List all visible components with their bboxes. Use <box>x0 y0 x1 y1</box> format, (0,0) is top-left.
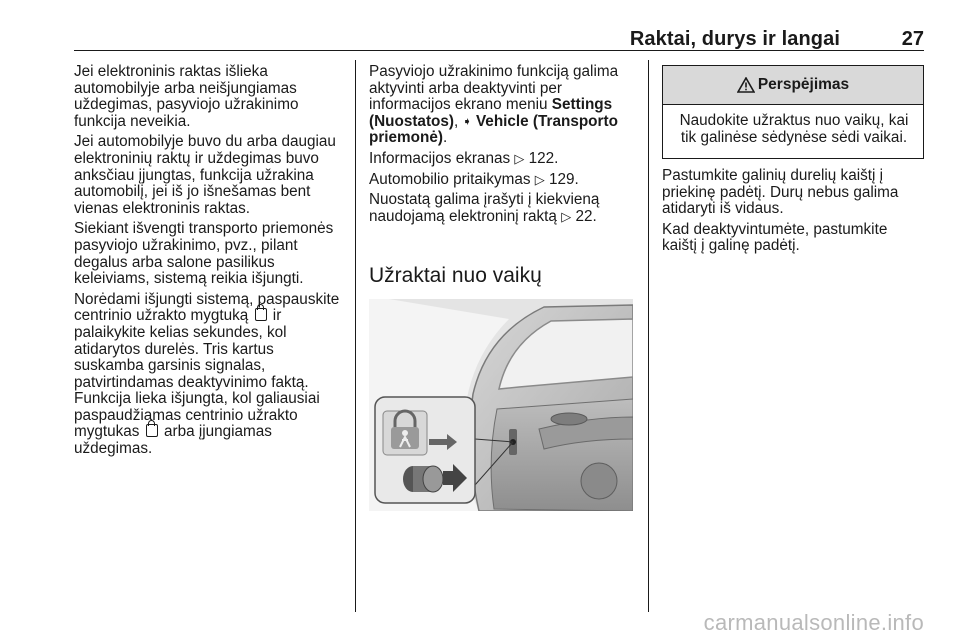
paragraph-text: arba įjungiamas uždegimas. <box>74 423 272 458</box>
cross-reference <box>369 172 637 189</box>
reference-text: Informacijos ekranas <box>369 149 511 167</box>
header-rule <box>74 50 924 51</box>
reference-page[interactable]: 122. <box>528 149 559 167</box>
page-number: 27 <box>901 28 924 50</box>
warning-header <box>663 66 923 105</box>
paragraph: Jei automobilyje buvo du arba daugiau elektroninių raktų ir uždegimas buvo anksčiau įjungtas, funkcija užrakina automobilį, jei iš jo išnešamas bent vienas elektroninis raktas. <box>74 133 336 217</box>
cross-reference <box>369 151 637 168</box>
warning-body: Naudokite užraktus nuo vaikų, kai tik galinėse sėdynėse sėdi vaikai. <box>679 112 909 146</box>
paragraph <box>369 64 637 147</box>
paragraph <box>74 292 344 458</box>
paragraph-text: Norėdami išjungti sistemą, paspauskite centrinio užrakto mygtuką <box>74 290 340 325</box>
chapter-title: Raktai, durys ir langai <box>629 28 840 50</box>
page-header <box>0 0 960 50</box>
paragraph: Jei elektroninis raktas išlieka automobilyje arba neišjungiamas uždegimas, pasyviojo užrakinimo funkcija neveikia. <box>74 63 299 130</box>
column-1 <box>74 64 344 462</box>
paragraph-text: ir palaikykite kelias sekundes, kol atidarytos durelės. Tris kartus suskamba garsinis signalas, patvirtindamas deaktyvinimo faktą. Funkcija lieka išjungta, kol galiausiai paspaudžiamas centrinio užrakto mygtukas <box>74 307 320 441</box>
page-ref-arrow-icon: ▷ <box>534 171 545 187</box>
reference-text: Automobilio pritaikymas <box>369 170 531 188</box>
reference-text: Nuostatą galima įrašyti į kiekvieną naudojamą elektroninį raktą <box>369 191 600 225</box>
sentence-end: . <box>442 129 448 147</box>
warning-triangle-icon <box>737 77 755 93</box>
reference-page[interactable]: 22. <box>575 207 597 225</box>
lock-icon <box>255 308 267 321</box>
cross-reference <box>369 192 637 225</box>
menu-vehicle: Vehicle (Transporto priemonė) <box>369 112 618 147</box>
paragraph-text: Pasyviojo užrakinimo funkciją galima aktyvinti arba deaktyvinti per informacijos ekrano meniu <box>369 63 619 114</box>
column-3-text <box>662 168 924 259</box>
page-ref-arrow-icon: ▷ <box>514 150 525 166</box>
paragraph: Kad deaktyvintumėte, pastumkite kaištį į galinę padėtį. <box>662 220 888 255</box>
lock-icon <box>146 424 158 437</box>
separator: , <box>453 112 459 130</box>
menu-settings: Settings (Nuostatos) <box>369 96 613 130</box>
paragraph: Siekiant išvengti transporto priemonės pasyviojo užrakinimo, pvz., pilant degalus arba salone pasilikus keleiviams, sistemą reikia išjungti. <box>74 220 334 288</box>
warning-title: Perspėjimas <box>757 76 850 93</box>
paragraph: Pastumkite galinių durelių kaištį į priekinę padėtį. Durų nebus galima atidaryti iš vidaus. <box>662 167 899 218</box>
column-2 <box>369 64 637 229</box>
page-ref-arrow-icon: ▷ <box>561 208 572 224</box>
watermark: carmanualsonline.info <box>703 610 924 635</box>
child-lock-illustration <box>369 299 633 511</box>
section-title: Užraktai nuo vaikų <box>369 264 542 287</box>
vehicle-arrow-icon: ➧ <box>462 115 472 128</box>
warning-box <box>662 65 924 159</box>
column-divider-1 <box>355 60 356 612</box>
column-divider-2 <box>648 60 649 612</box>
reference-page[interactable]: 129. <box>549 170 579 188</box>
